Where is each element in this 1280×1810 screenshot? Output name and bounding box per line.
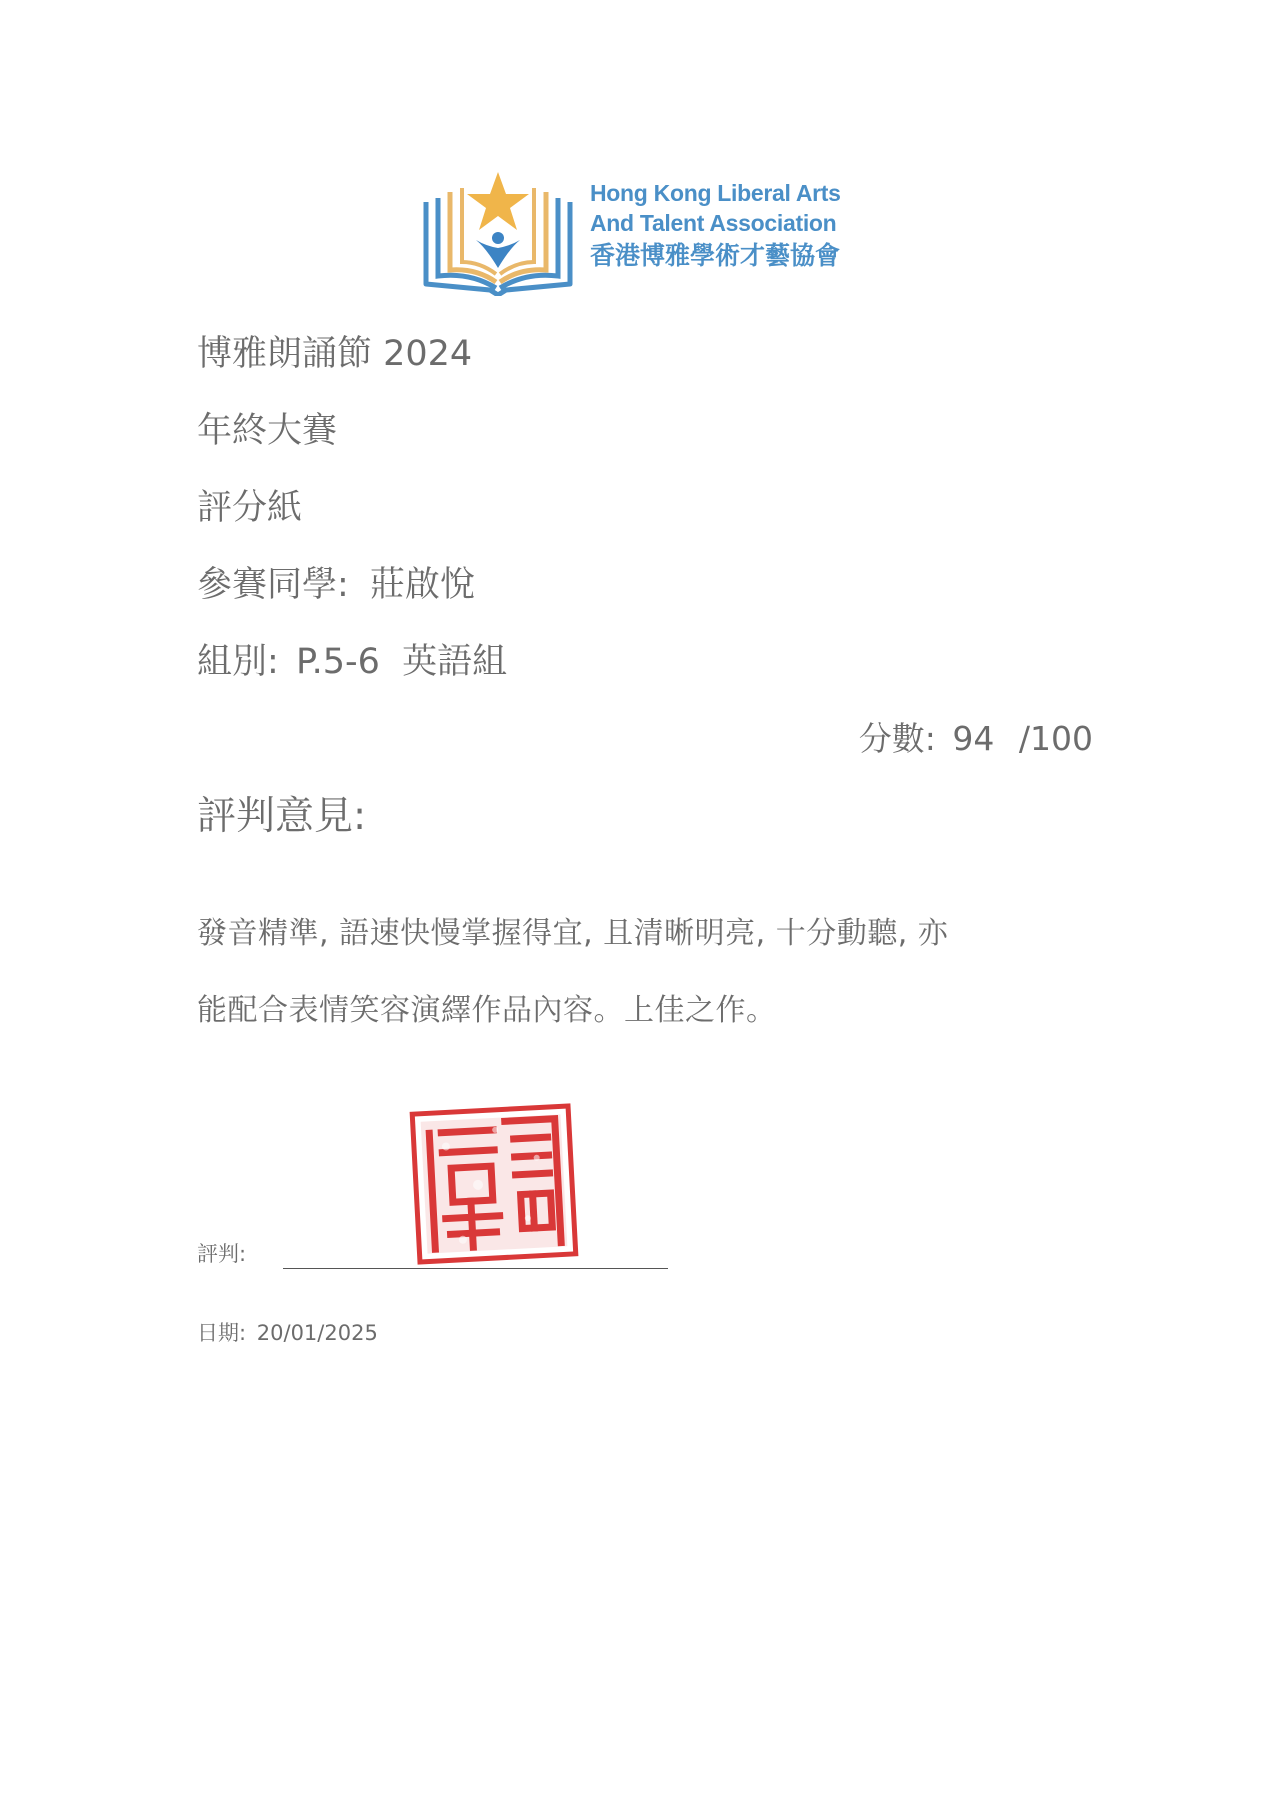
score-value: 94 bbox=[952, 719, 995, 758]
score-row bbox=[859, 713, 1093, 760]
open-book-star-logo-icon bbox=[420, 172, 576, 296]
association-name-zh: 香港博雅學術才藝協會 bbox=[590, 242, 841, 270]
date-label: 日期: bbox=[197, 1321, 247, 1345]
round-title: 年終大賽 bbox=[197, 411, 338, 451]
score-label: 分數: bbox=[858, 719, 936, 758]
association-name-en-line1: Hong Kong Liberal Arts bbox=[590, 180, 841, 206]
participant-label: 參賽同學: bbox=[197, 565, 349, 605]
judge-seal-stamp bbox=[408, 1100, 580, 1268]
form-name: 評分紙 bbox=[197, 488, 303, 528]
association-name-en-line2: And Talent Association bbox=[590, 210, 837, 236]
score-total: /100 bbox=[1018, 719, 1093, 758]
association-name bbox=[590, 178, 890, 274]
comments-line-1: 發音精準, 語速快慢掌握得宜, 且清晰明亮, 十分動聽, 亦 bbox=[197, 916, 949, 951]
judge-signature-line bbox=[283, 1268, 668, 1269]
group-value: P.5-6 英語組 bbox=[295, 642, 508, 682]
date-row bbox=[197, 1317, 378, 1347]
participant-name: 莊啟悅 bbox=[369, 565, 475, 605]
participant-row bbox=[197, 557, 475, 607]
date-value: 20/01/2025 bbox=[256, 1321, 378, 1345]
group-row bbox=[197, 634, 507, 684]
association-logo bbox=[420, 168, 880, 298]
comments-heading: 評判意見: bbox=[197, 794, 367, 839]
event-title: 博雅朗誦節 2024 bbox=[197, 334, 473, 374]
group-label: 組別: bbox=[197, 642, 279, 682]
judge-label: 評判: bbox=[197, 1242, 247, 1266]
comments-line-2: 能配合表情笑容演繹作品內容。上佳之作。 bbox=[197, 993, 777, 1028]
